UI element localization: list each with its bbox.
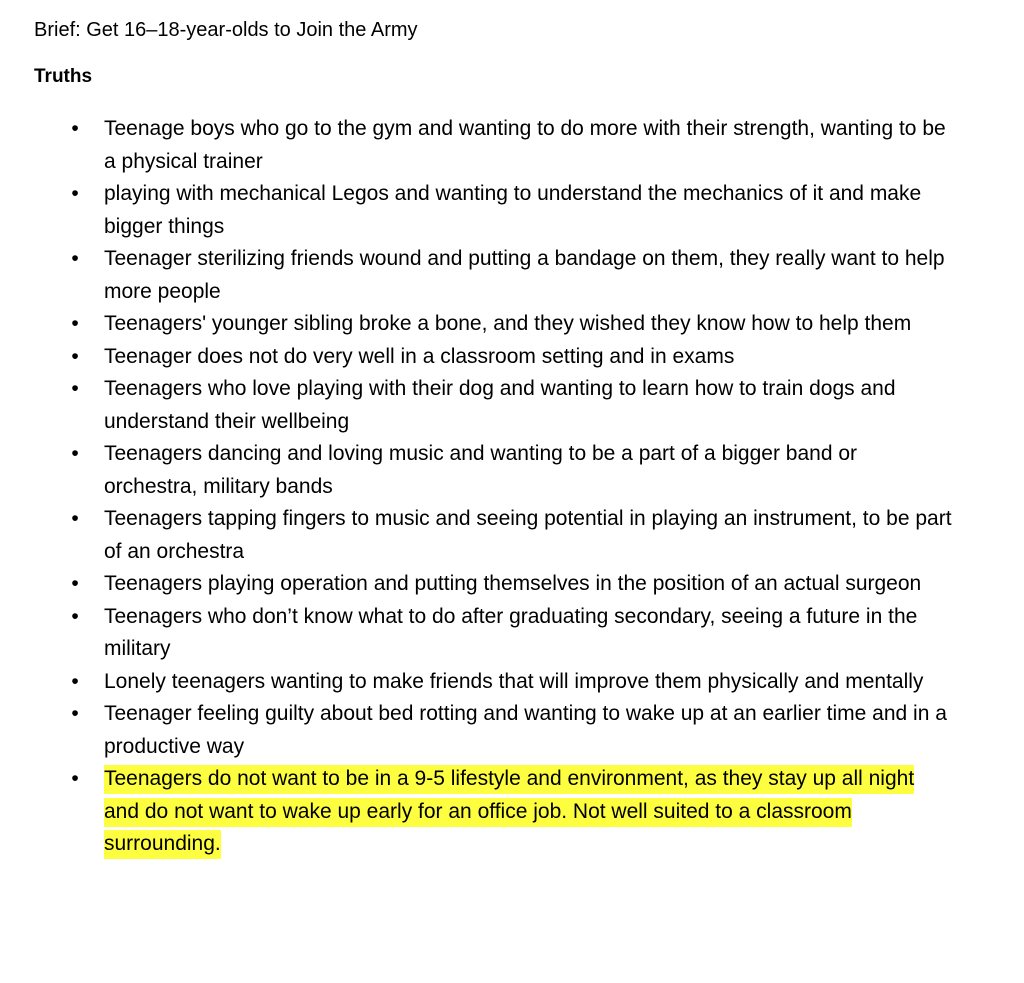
list-item-text: playing with mechanical Legos and wanting to understand the mechanics of it and make bigger things <box>104 182 922 238</box>
list-item <box>0 438 1024 503</box>
list-item-text: Teenagers do not want to be in a 9-5 lifestyle and environment, as they stay up all night and do not want to wake up early for an office job. Not well suited to a classroom surrounding. <box>104 765 914 859</box>
list-item <box>0 373 1024 438</box>
list-item <box>0 698 1024 763</box>
list-item <box>0 568 1024 601</box>
bullet-icon: • <box>71 442 79 465</box>
bullet-icon: • <box>71 572 79 595</box>
list-item <box>0 601 1024 666</box>
bullet-icon: • <box>71 377 79 400</box>
bullet-icon: • <box>71 117 79 140</box>
bullet-icon: • <box>71 312 79 335</box>
list-item-text: Teenager feeling guilty about bed rotting and wanting to wake up at an earlier time and in a productive way <box>104 702 947 758</box>
list-item <box>0 178 1024 243</box>
list-item <box>0 503 1024 568</box>
list-item-highlighted <box>0 763 1024 861</box>
list-item-text: Teenager does not do very well in a classroom setting and in exams <box>104 344 735 368</box>
truths-list <box>0 113 1024 861</box>
bullet-icon: • <box>71 507 79 530</box>
list-item-text: Teenagers playing operation and putting themselves in the position of an actual surgeon <box>104 572 922 595</box>
list-item-text: Teenagers who love playing with their dog and wanting to learn how to train dogs and understand their wellbeing <box>104 377 896 433</box>
list-item <box>0 308 1024 341</box>
bullet-icon: • <box>71 247 79 270</box>
list-item <box>0 341 1024 374</box>
list-item-text: Teenagers' younger sibling broke a bone, and they wished they know how to help them <box>104 312 912 335</box>
list-item-text: Teenagers tapping fingers to music and seeing potential in playing an instrument, to be part of an orchestra <box>104 507 952 563</box>
truths-heading: Truths <box>34 66 93 87</box>
list-item <box>0 666 1024 699</box>
list-item-text: Lonely teenagers wanting to make friends that will improve them physically and mentally <box>104 669 924 693</box>
bullet-icon: • <box>71 669 79 693</box>
list-item-text: Teenage boys who go to the gym and wanting to do more with their strength, wanting to be a physical trainer <box>104 117 946 173</box>
list-item <box>0 243 1024 308</box>
bullet-icon: • <box>71 767 79 790</box>
bullet-icon: • <box>71 702 79 725</box>
bullet-icon: • <box>71 344 79 368</box>
brief-title: Brief: Get 16–18-year-olds to Join the Army <box>34 19 418 41</box>
bullet-icon: • <box>71 604 79 628</box>
list-item-text: Teenager sterilizing friends wound and putting a bandage on them, they really want to help more people <box>104 247 945 303</box>
list-item-text: Teenagers dancing and loving music and wanting to be a part of a bigger band or orchestra, military bands <box>104 442 858 498</box>
list-item <box>0 113 1024 178</box>
bullet-icon: • <box>71 182 79 205</box>
list-item-text: Teenagers who don’t know what to do after graduating secondary, seeing a future in the military <box>104 604 918 660</box>
